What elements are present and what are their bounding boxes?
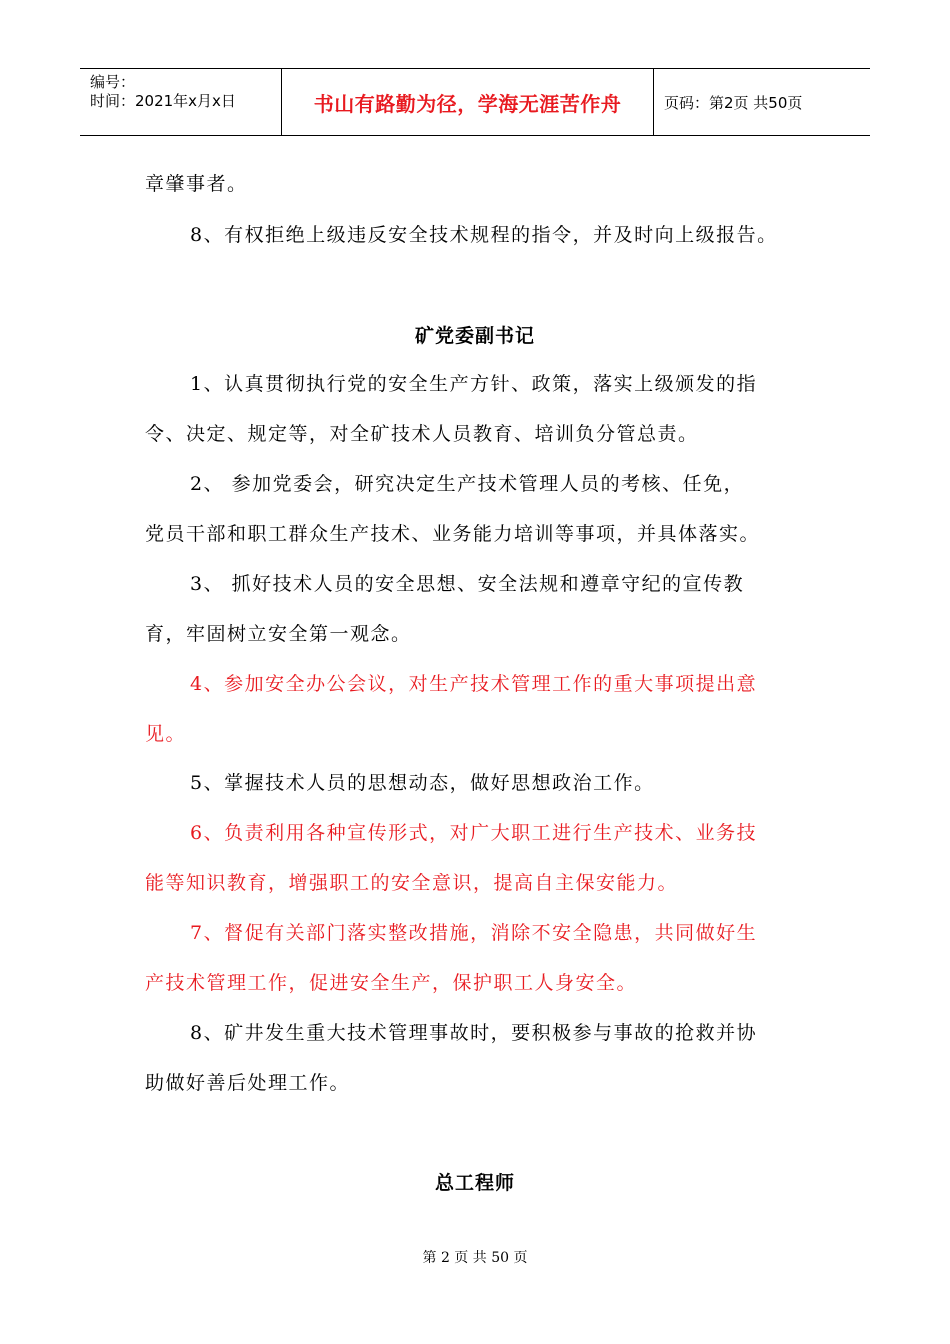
body-line: 党员干部和职工群众生产技术、业务能力培训等事项，并具体落实。 — [145, 523, 761, 545]
header-table — [80, 68, 870, 136]
body-line: 育，牢固树立安全第一观念。 — [145, 623, 412, 645]
body-line-highlighted: 能等知识教育，增强职工的安全意识，提高自主保安能力。 — [145, 872, 679, 894]
body-line: 2、 参加党委会，研究决定生产技术管理人员的考核、任免， — [190, 473, 745, 495]
header-page-info: 页码：第2页 共50页 — [664, 93, 803, 112]
header-page-cell — [654, 69, 870, 135]
body-line: 1、认真贯彻执行党的安全生产方针、政策，落实上级颁发的指 — [190, 373, 758, 395]
body-line-highlighted: 7、督促有关部门落实整改措施，消除不安全隐患，共同做好生 — [190, 922, 758, 944]
section-title-deputy-secretary: 矿党委副书记 — [414, 325, 535, 347]
header-motto-cell — [282, 69, 654, 135]
body-line: 令、决定、规定等，对全矿技术人员教育、培训负分管总责。 — [145, 423, 699, 445]
body-line: 助做好善后处理工作。 — [145, 1072, 351, 1094]
header-motto: 书山有路勤为径，学海无涯苦作舟 — [313, 91, 622, 116]
page-footer: 第 2 页 共 50 页 — [422, 1250, 528, 1266]
document-number-label: 编号： — [90, 73, 136, 91]
body-line-highlighted: 6、负责利用各种宣传形式，对广大职工进行生产技术、业务技 — [190, 822, 758, 844]
section-title-chief-engineer: 总工程师 — [434, 1172, 515, 1194]
header-meta-cell — [80, 69, 282, 135]
body-line: 8、矿井发生重大技术管理事故时，要积极参与事故的抢救并协 — [190, 1022, 758, 1044]
body-line: 章肇事者。 — [145, 173, 248, 195]
document-date: 时间：2021年x月x日 — [90, 92, 236, 110]
body-line-highlighted: 产技术管理工作，促进安全生产，保护职工人身安全。 — [145, 972, 638, 994]
body-line-highlighted: 4、参加安全办公会议，对生产技术管理工作的重大事项提出意 — [190, 673, 758, 695]
body-line: 3、 抓好技术人员的安全思想、安全法规和遵章守纪的宣传教 — [190, 573, 745, 595]
body-line-highlighted: 见。 — [145, 723, 187, 745]
body-line: 5、掌握技术人员的思想动态，做好思想政治工作。 — [190, 772, 655, 794]
body-line: 8、有权拒绝上级违反安全技术规程的指令，并及时向上级报告。 — [190, 224, 778, 246]
